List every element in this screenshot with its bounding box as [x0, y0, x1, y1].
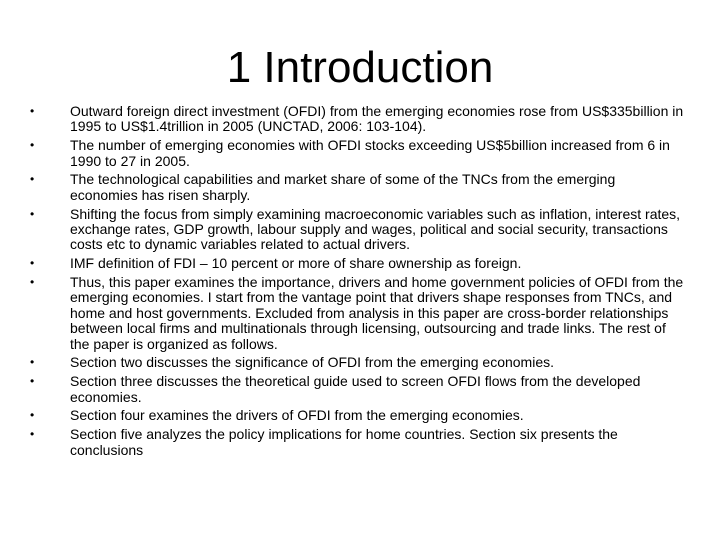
bullet-dot-icon: •: [30, 206, 35, 221]
bullet-list: [26, 104, 686, 461]
bullet-text: Thus, this paper examines the importance, drivers and home government policies of OFDI from the emerging economies. I start from the vantage point that drivers shape responses from TNCs, and home and host governments. Excluded from analysis in this paper are cross-border relationships between local firms and multinationals through licensing, outsourcing and trade links. The rest of the paper is organized as follows.: [70, 274, 684, 352]
bullet-text: Section five analyzes the policy implications for home countries. Section six presents the conclusions: [70, 426, 618, 458]
bullet-item: [26, 275, 686, 352]
bullet-text: Section four examines the drivers of OFDI from the emerging economies.: [70, 407, 524, 424]
bullet-item: [26, 355, 686, 370]
bullet-text: The technological capabilities and market share of some of the TNCs from the emerging economies has risen sharply.: [70, 171, 616, 203]
bullet-text: Section two discusses the significance of OFDI from the emerging economies.: [70, 354, 554, 371]
bullet-item: [26, 138, 686, 169]
bullet-text: Outward foreign direct investment (OFDI) from the emerging economies rose from US$335billion in 1995 to US$1.4trillion in 2005 (UNCTAD, 2006: 103-104).: [70, 103, 684, 135]
bullet-item: [26, 172, 686, 203]
bullet-item: [26, 256, 686, 271]
bullet-dot-icon: •: [30, 256, 35, 271]
bullet-dot-icon: •: [30, 104, 35, 118]
bullet-item: [26, 427, 686, 458]
bullet-dot-icon: •: [30, 408, 35, 423]
bullet-dot-icon: •: [30, 355, 35, 370]
bullet-text: Section three discusses the theoretical guide used to screen OFDI flows from the developed economies.: [70, 373, 641, 405]
bullet-dot-icon: •: [30, 172, 35, 187]
bullet-text: IMF definition of FDI – 10 percent or more of share ownership as foreign.: [70, 255, 522, 272]
bullet-dot-icon: •: [30, 427, 35, 442]
bullet-dot-icon: •: [30, 275, 35, 290]
bullet-dot-icon: •: [30, 374, 35, 389]
bullet-text: The number of emerging economies with OFDI stocks exceeding US$5billion increased from 6 in 1990 to 27 in 2005.: [70, 137, 670, 169]
bullet-item: [26, 408, 686, 423]
bullet-dot-icon: •: [30, 138, 35, 153]
slide-title: 1 Introduction: [226, 43, 494, 92]
bullet-text: Shifting the focus from simply examining macroeconomic variables such as inflation, interest rates, exchange rates, GDP growth, labour supply and wages, political and social security, transactions costs etc to dynamic variables related to actual drivers.: [70, 205, 681, 253]
bullet-item: [26, 374, 686, 405]
bullet-item: [26, 104, 686, 135]
bullet-item: [26, 207, 686, 253]
